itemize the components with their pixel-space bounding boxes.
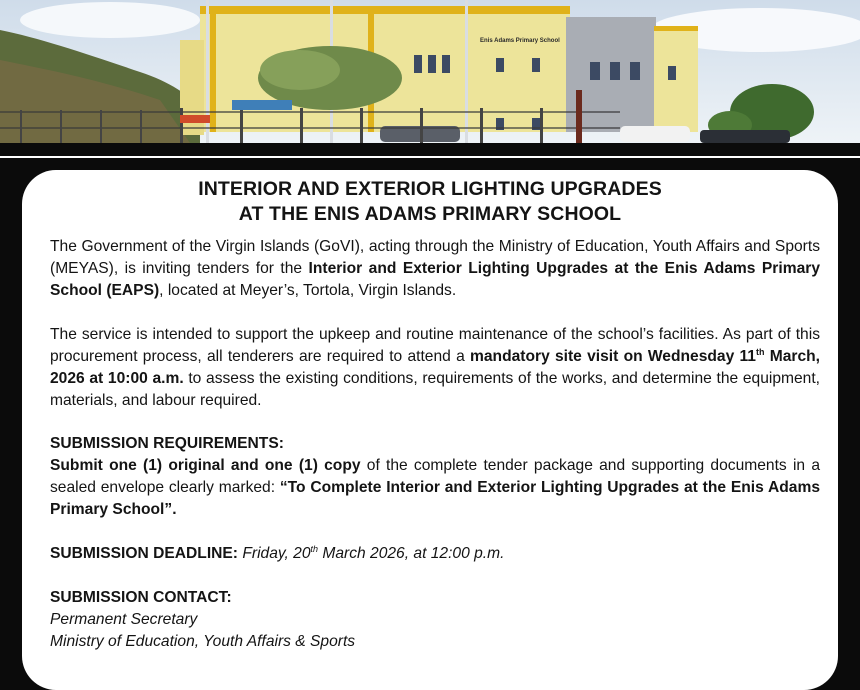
intro-location: , located at Meyer’s, Tortola, Virgin Islands.: [159, 282, 457, 299]
notice-title-line2: AT THE ENIS ADAMS PRIMARY SCHOOL: [238, 203, 622, 225]
deadline-label: SUBMISSION DEADLINE:: [50, 545, 239, 562]
parked-car: [620, 126, 690, 142]
parked-car: [700, 130, 790, 143]
site-visit-date: mandatory site visit on Wednesday 11th March, 2026 at 10:00 a.m.: [50, 347, 820, 387]
notice-title-line1: INTERIOR AND EXTERIOR LIGHTING UPGRADES: [198, 178, 662, 200]
building-sign: Enis Adams Primary School: [480, 38, 560, 44]
banner-divider: [0, 156, 860, 158]
front-tree: [260, 50, 340, 90]
school-building-illustration: [0, 0, 860, 143]
deadline-value: Friday, 20th March 2026, at 12:00 p.m.: [238, 544, 505, 562]
requirements-heading: SUBMISSION REQUIREMENTS:: [50, 435, 284, 452]
building-right-trim: [654, 26, 698, 31]
service-text: The service is intended to support the upkeep and routine maintenance of the school’s facilities. As part of this procurement process, all tenderers are required to attend a: [50, 326, 820, 365]
service-paragraph: [50, 324, 820, 412]
contact-section: [50, 587, 820, 653]
service-purpose: to assess the existing conditions, requirements of the works, and determine the equipment, materials, and labour required.: [50, 370, 821, 409]
intro-paragraph: [50, 236, 820, 302]
requirements-section: [50, 433, 820, 521]
contact-line1: Permanent Secretary: [50, 611, 198, 628]
building-roof-trim: [200, 6, 570, 14]
school-building-photo: [0, 0, 860, 143]
intro-text: The Government of the Virgin Islands (GoVI), acting through the Ministry of Education, Youth Affairs and Sports (MEYAS), is inviting tenders for the: [50, 238, 820, 277]
contact-line2: Ministry of Education, Youth Affairs & Sports: [50, 633, 356, 650]
requirements-text: of the complete tender package and supporting documents in a sealed envelope clearly marked:: [50, 457, 820, 496]
tender-notice: [22, 170, 838, 690]
building-column: [210, 12, 216, 132]
notice-title: [22, 177, 838, 227]
contact-heading: SUBMISSION CONTACT:: [50, 589, 232, 606]
envelope-marking: “To Complete Interior and Exterior Lighting Upgrades at the Enis Adams Primary School”.: [50, 479, 821, 518]
intro-project-name: Interior and Exterior Lighting Upgrades at the Enis Adams Primary School (EAPS): [50, 260, 820, 299]
requirements-copies: Submit one (1) original and one (1) copy: [50, 457, 361, 474]
playground-equipment: [232, 100, 292, 110]
flagpole: [465, 0, 468, 143]
playground-equipment: [180, 115, 210, 123]
deadline-section: [50, 543, 820, 565]
cloud: [20, 2, 200, 38]
